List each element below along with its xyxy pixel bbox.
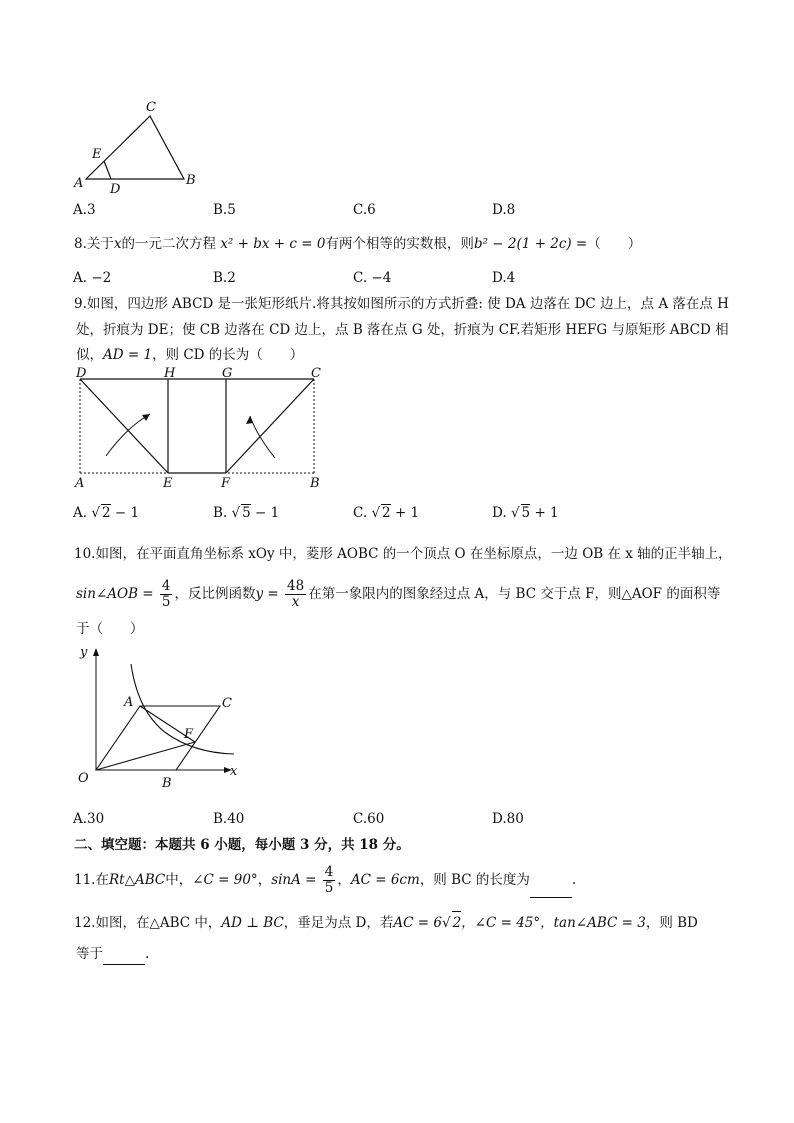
q11-ac: AC = 6cm: [350, 872, 420, 888]
label-g: G: [222, 366, 233, 381]
q11-end: .: [571, 872, 577, 888]
q9-option-b[interactable]: B. √ 5 − 1: [213, 505, 280, 521]
q12-line2: [76, 943, 149, 965]
q11-comma2: ，: [337, 872, 351, 888]
label-b: B: [162, 776, 172, 791]
q9-line3-post: ，则 CD 的长为（ ）: [152, 347, 304, 363]
q10-options: [73, 811, 723, 833]
crease-cf: [226, 379, 314, 473]
q12-ac-radicand: 2: [452, 911, 462, 934]
segment-ed: [104, 161, 111, 179]
q10-line2: [76, 576, 720, 612]
fold-arrow-left: [106, 414, 150, 456]
q10-option-a[interactable]: A.30: [73, 811, 105, 827]
q12-line2-text: 等于: [76, 946, 103, 962]
q9-option-d-label: D.: [492, 505, 507, 521]
q12-ac: AC = 6: [393, 915, 442, 931]
q9-option-b-label: B.: [213, 505, 228, 521]
q9-line2: 处，折痕为 DE；使 CB 边落在 CD 边上，点 B 落在点 G 处，折痕为 CF.若矩形 HEFG 与原矩形 ABCD 相: [76, 322, 729, 338]
label-a: A: [75, 476, 85, 491]
q10-mid2: 在第一象限内的图象经过点 A，与 BC 交于点 F，则△AOF 的面积等: [308, 586, 721, 602]
label-b: B: [186, 173, 196, 188]
q11-pre: 11.在: [74, 872, 109, 888]
fold-arrow-right: [250, 416, 275, 458]
y-axis-arrow: [93, 648, 99, 656]
q9-option-b-radicand: 5: [242, 505, 251, 521]
q10-sin-den: 5: [161, 594, 171, 610]
q9-option-a[interactable]: A. √ 2 − 1: [73, 505, 140, 521]
q10-line1: 10.如图，在平面直角坐标系 xOy 中，菱形 AOBC 的一个顶点 O 在坐标原点，一边 OB 在 x 轴的正半轴上，: [74, 546, 732, 562]
q10-k-fraction: [285, 579, 306, 610]
q12-mid: ，垂足为点 D，若: [283, 915, 394, 931]
q11-answer-blank[interactable]: [530, 882, 572, 898]
label-a: A: [74, 176, 84, 191]
label-d: D: [76, 366, 87, 381]
q11-stem: [74, 862, 576, 898]
q10-line3: 于（ ）: [76, 621, 144, 637]
q9-option-a-radicand: 2: [101, 505, 111, 521]
q8-stem-end: （ ）: [587, 236, 642, 252]
q9-option-a-label: A.: [73, 505, 88, 521]
q8-stem-pre: 8.关于: [74, 236, 114, 252]
label-d: D: [110, 182, 121, 197]
q9-option-c-label: C.: [353, 505, 368, 521]
rhombus-coordinate-figure-q10: [72, 640, 252, 795]
label-f: F: [221, 476, 231, 491]
triangle-figure-q7: [70, 98, 205, 198]
label-a: A: [124, 695, 134, 710]
q8-option-b[interactable]: B.2: [213, 270, 236, 286]
folded-rectangle-figure-q9: [70, 366, 335, 491]
q12-tan: tan∠ABC = 3: [553, 915, 646, 931]
q10-sin-fraction: [160, 579, 173, 610]
section-2-heading: 二、填空题：本题共 6 小题，每小题 3 分，共 18 分。: [74, 837, 410, 853]
label-c: C: [311, 366, 321, 381]
label-x: x: [230, 764, 238, 779]
segment-of: [96, 742, 195, 770]
fold-arrow-left-head: [142, 414, 150, 421]
q10-k-den: x: [291, 594, 300, 610]
q7-option-a[interactable]: A.3: [73, 202, 96, 218]
q7-option-d[interactable]: D.8: [492, 202, 516, 218]
q12-angle: ，∠C = 45°，: [461, 915, 554, 931]
q8-equation: x² + bx + c = 0: [220, 236, 326, 252]
q8-stem: [74, 233, 641, 255]
label-y: y: [80, 645, 88, 660]
q12-end: .: [145, 946, 150, 962]
q8-option-c[interactable]: C. −4: [353, 270, 392, 286]
q9-option-c-rest: + 1: [394, 505, 420, 521]
q12-answer-blank[interactable]: [103, 949, 145, 965]
q8-expression: b² − 2(1 + 2c) =: [473, 236, 588, 252]
q9-option-c[interactable]: C. √ 2 + 1: [353, 505, 420, 521]
q12-line1: 12.如图，在△ABC 中，AD ⊥ BC，垂足为点 D，若AC = 6√ 2，∠C = 45°，tan∠ABC = 3，则 BD: [74, 911, 698, 934]
q12-line1-pre: 12.如图，在△ABC 中，: [74, 915, 222, 931]
q9-option-d-rest: + 1: [534, 505, 559, 521]
q10-option-d[interactable]: D.80: [492, 811, 524, 827]
q11-angle: ∠C = 90°: [192, 872, 258, 888]
q8-stem-mid: 的一元二次方程: [121, 236, 217, 252]
q8-stem-post: 有两个相等的实数根，则: [325, 236, 474, 252]
rhombus-aobc: [96, 706, 220, 770]
q9-line3-pre: 似，: [76, 347, 103, 363]
label-b: B: [310, 476, 320, 491]
label-h: H: [164, 366, 176, 381]
q7-options: [73, 202, 723, 224]
q9-options: [73, 504, 723, 526]
q10-option-c[interactable]: C.60: [353, 811, 385, 827]
q8-options: [73, 270, 723, 292]
q8-option-a[interactable]: A. −2: [73, 270, 112, 286]
q9-line1: 9.如图，四边形 ABCD 是一张矩形纸片.将其按如图所示的方式折叠: 使 DA 边落在 DC 边上，点 A 落在点 H: [74, 296, 729, 312]
q11-sin-num: 4: [324, 864, 334, 880]
q11-comma1: ，: [257, 872, 272, 888]
label-o: O: [78, 771, 89, 786]
q10-option-b[interactable]: B.40: [213, 811, 245, 827]
q11-triangle: Rt△ABC: [108, 872, 166, 888]
q11-mid1: 中，: [165, 872, 193, 888]
q9-option-d-radicand: 5: [521, 505, 531, 521]
q10-mid1: ，反比例函数: [174, 586, 256, 602]
q10-sin-num: 4: [161, 578, 171, 594]
q12-post: ，则 BD: [645, 915, 698, 931]
q10-k-num: 48: [287, 578, 305, 594]
q9-option-d[interactable]: D. √ 5 + 1: [492, 505, 559, 521]
q10-y-eq: y =: [255, 586, 279, 602]
q9-option-a-rest: − 1: [114, 505, 140, 521]
label-e: E: [92, 147, 102, 162]
label-c: C: [146, 100, 156, 115]
q11-sin-label: sinA =: [271, 872, 317, 888]
q8-option-d[interactable]: D.4: [492, 270, 516, 286]
q8-stem-var: x: [113, 236, 122, 252]
label-f: F: [184, 727, 194, 742]
crease-de: [80, 379, 168, 473]
q12-perp: AD ⊥ BC: [221, 915, 284, 931]
label-e: E: [163, 476, 173, 491]
q11-sin-fraction: [323, 865, 336, 896]
q9-option-b-rest: − 1: [255, 505, 280, 521]
q11-sin-den: 5: [324, 880, 334, 896]
label-c: C: [222, 696, 232, 711]
q7-option-b[interactable]: B.5: [213, 202, 236, 218]
q11-post: ，则 BC 的长度为: [419, 872, 530, 888]
q9-line3: [76, 344, 303, 366]
q9-ad-equals: AD = 1: [103, 347, 153, 363]
q10-sin-label: sin∠AOB =: [76, 586, 154, 602]
q9-option-c-radicand: 2: [382, 505, 391, 521]
q7-option-c[interactable]: C.6: [353, 202, 376, 218]
